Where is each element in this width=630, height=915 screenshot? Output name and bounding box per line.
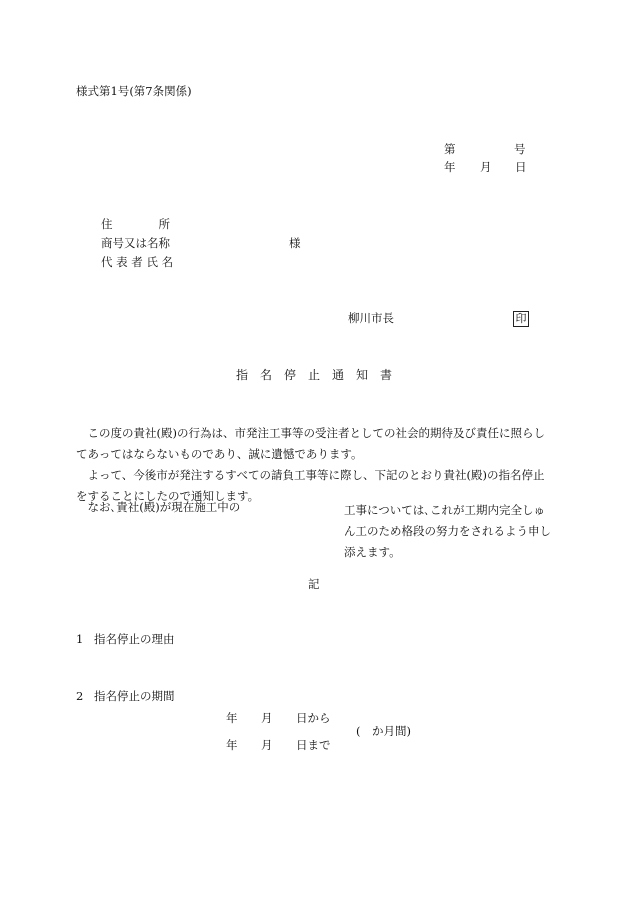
- ki-heading: 記: [308, 577, 320, 591]
- document-title: 指 名 停 止 通 知 書: [236, 368, 393, 382]
- form-label: 様式第1号(第7条関係): [76, 84, 192, 98]
- recipient-address-label: 住 所: [101, 217, 170, 231]
- date-year: 年: [444, 160, 456, 174]
- recipient-company-label: 商号又は名称: [101, 236, 170, 250]
- item1-number: 1: [76, 632, 84, 646]
- period-from-year: 年: [226, 711, 238, 725]
- seal-mark: 印: [513, 311, 529, 327]
- recipient-honorific: 様: [289, 236, 301, 250]
- body-paragraph-1: この度の貴社(殿)の行為は、市発注工事等の受注者としての社会的期待及び責任に照らしてあってはならないものであり、誠に遺憾であります。: [76, 426, 545, 461]
- item1-label: 指名停止の理由: [94, 632, 175, 646]
- date-day: 日: [515, 160, 527, 174]
- period-from-day: 日から: [296, 711, 331, 725]
- date-month: 月: [480, 160, 492, 174]
- body-paragraph-2: よって、今後市が発注するすべての請負工事等に際し、下記のとおり貴社(殿)の指名停止をすることにしたので通知します。: [76, 468, 545, 503]
- period-months: ( か月間): [356, 724, 411, 738]
- body-text: [76, 423, 554, 507]
- item2-number: 2: [76, 689, 84, 703]
- doc-number-prefix: 第: [444, 142, 456, 156]
- period-to-year: 年: [226, 738, 238, 752]
- sender-title: 柳川市長: [348, 311, 394, 325]
- recipient-representative-label: 代 表 者 氏 名: [101, 255, 174, 269]
- period-to-day: 日まで: [296, 738, 331, 752]
- item2-label: 指名停止の期間: [94, 689, 175, 703]
- period-to-month: 月: [261, 738, 273, 752]
- doc-number-suffix: 号: [514, 142, 526, 156]
- body-paragraph-3-rest: 工事については､これが工期内完全しゅん工のため格段の努力をされるよう申し添えます。: [344, 503, 551, 559]
- body-paragraph-3-start: なお､貴社(殿)が現在施工中の: [76, 500, 241, 514]
- period-from-month: 月: [261, 711, 273, 725]
